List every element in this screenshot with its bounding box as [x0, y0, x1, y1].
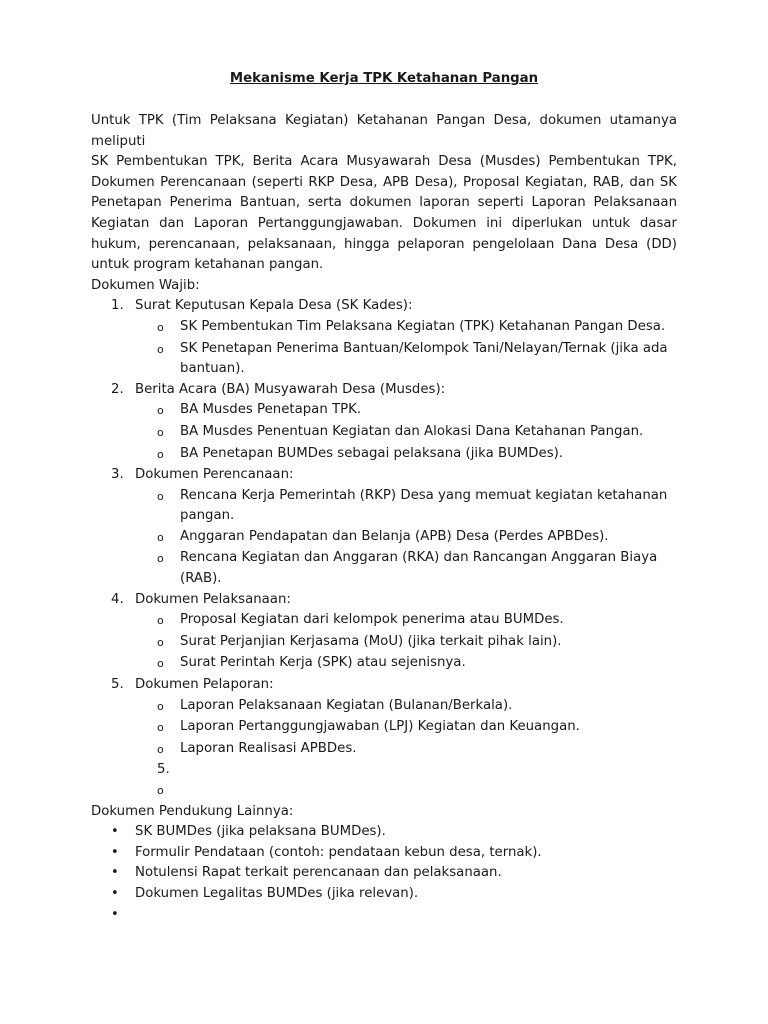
list-item: o Rencana Kerja Pemerintah (RKP) Desa yang memuat kegiatan ketahanan pangan.: [91, 486, 677, 527]
list-item: • SK BUMDes (jika pelaksana BUMDes).: [91, 822, 677, 843]
circle-bullet-icon: o: [157, 552, 164, 566]
circle-bullet-icon: o: [157, 721, 164, 735]
document-body: [91, 111, 677, 925]
list-item: o Surat Perjanjian Kerjasama (MoU) (jika terkait pihak lain).: [91, 632, 677, 654]
list-number: 5.: [111, 677, 124, 693]
list-item: o BA Musdes Penentuan Kegiatan dan Alokasi Dana Ketahanan Pangan.: [91, 422, 677, 444]
sub-list: [91, 610, 677, 675]
wajib-label: Dokumen Pelaksanaan:: [135, 591, 291, 607]
list-number: 3.: [111, 467, 124, 483]
list-number: 1.: [111, 298, 124, 314]
list-item: o Laporan Pelaksanaan Kegiatan (Bulanan/Berkala).: [91, 696, 677, 718]
list-item: o Surat Perintah Kerja (SPK) atau sejenisnya.: [91, 653, 677, 675]
list-item: o Rencana Kegiatan dan Anggaran (RKA) dan Rancangan Anggaran Biaya (RAB).: [91, 548, 677, 589]
circle-bullet-icon: o: [157, 657, 164, 671]
list-item: • Dokumen Legalitas BUMDes (jika relevan).: [91, 884, 677, 905]
wajib-label: Dokumen Pelaporan:: [135, 677, 274, 693]
list-number: 4.: [111, 591, 124, 607]
list-number: 2.: [111, 381, 124, 397]
wajib-label: Berita Acara (BA) Musyawarah Desa (Musdes):: [135, 381, 446, 397]
circle-bullet-icon: o: [157, 404, 164, 418]
wajib-label: Dokumen Perencanaan:: [135, 467, 294, 483]
bullet-icon: •: [111, 885, 119, 901]
list-item: o Laporan Realisasi APBDes.: [91, 739, 677, 761]
wajib-heading: Dokumen Wajib:: [91, 277, 200, 293]
wajib-item-2: [91, 380, 677, 465]
circle-bullet-icon: o: [157, 342, 164, 356]
list-item: o Proposal Kegiatan dari kelompok penerima atau BUMDes.: [91, 610, 677, 632]
list-item: o BA Musdes Penetapan TPK.: [91, 400, 677, 422]
list-item: o Laporan Pertanggungjawaban (LPJ) Kegiatan dan Keuangan.: [91, 717, 677, 739]
list-item: • Formulir Pendataan (contoh: pendataan kebun desa, ternak).: [91, 843, 677, 864]
wajib-list: [91, 296, 677, 760]
wajib-item-5: [91, 675, 677, 760]
wajib-item-1: [91, 296, 677, 379]
list-item: o BA Penetapan BUMDes sebagai pelaksana (jika BUMDes).: [91, 444, 677, 466]
list-item: o SK Penetapan Penerima Bantuan/Kelompok Tani/Nelayan/Ternak (jika ada bantuan).: [91, 339, 677, 380]
circle-bullet-icon: o: [157, 635, 164, 649]
wajib-label: Surat Keputusan Kepala Desa (SK Kades):: [135, 298, 413, 314]
circle-bullet-icon: o: [157, 742, 164, 756]
sub-list: [91, 317, 677, 380]
pendukung-list: [91, 822, 677, 925]
summary-paragraph: SK Pembentukan TPK, Berita Acara Musyawarah Desa (Musdes) Pembentukan TPK, Dokumen Perencanaan (seperti RKP Desa, APB Desa), Proposal Kegiatan, RAB, dan SK Penetapan Penerima Bantuan, serta dokumen laporan seperti Laporan Pelaksanaan Kegiatan dan Laporan Pertanggungjawaban. Dokumen ini diperlukan untuk dasar hukum, perencanaan, pelaksanaan, hingga pelaporan pengelolaan Dana Desa (DD) untuk program ketahanan pangan.: [91, 154, 677, 273]
pendukung-heading: Dokumen Pendukung Lainnya:: [91, 803, 294, 819]
sub-list: [91, 486, 677, 590]
list-item: [91, 905, 677, 926]
circle-bullet-icon: o: [157, 614, 164, 628]
empty-list-number: 5.: [157, 762, 170, 778]
circle-bullet-icon: o: [157, 320, 164, 334]
list-item: • Notulensi Rapat terkait perencanaan dan pelaksanaan.: [91, 863, 677, 884]
circle-bullet-icon: o: [157, 530, 164, 544]
wajib-item-4: [91, 590, 677, 675]
circle-bullet-icon: o: [157, 447, 164, 461]
circle-bullet-icon: o: [157, 489, 164, 503]
bullet-icon: •: [111, 824, 119, 840]
list-item: o SK Pembentukan Tim Pelaksana Kegiatan (TPK) Ketahanan Pangan Desa.: [91, 317, 677, 339]
page-title: Mekanisme Kerja TPK Ketahanan Pangan: [229, 71, 539, 86]
bullet-icon: •: [111, 844, 119, 860]
bullet-icon: •: [111, 865, 119, 881]
intro-paragraph: Untuk TPK (Tim Pelaksana Kegiatan) Ketahanan Pangan Desa, dokumen utamanya meliputi: [91, 113, 677, 149]
circle-bullet-icon: o: [157, 699, 164, 713]
list-item: o Anggaran Pendapatan dan Belanja (APB) Desa (Perdes APBDes).: [91, 527, 677, 549]
empty-circle-bullet-icon: o: [157, 784, 164, 797]
sub-list: [91, 400, 677, 465]
wajib-item-3: [91, 465, 677, 590]
sub-list: [91, 696, 677, 761]
bullet-icon: •: [111, 906, 119, 922]
circle-bullet-icon: o: [157, 425, 164, 439]
